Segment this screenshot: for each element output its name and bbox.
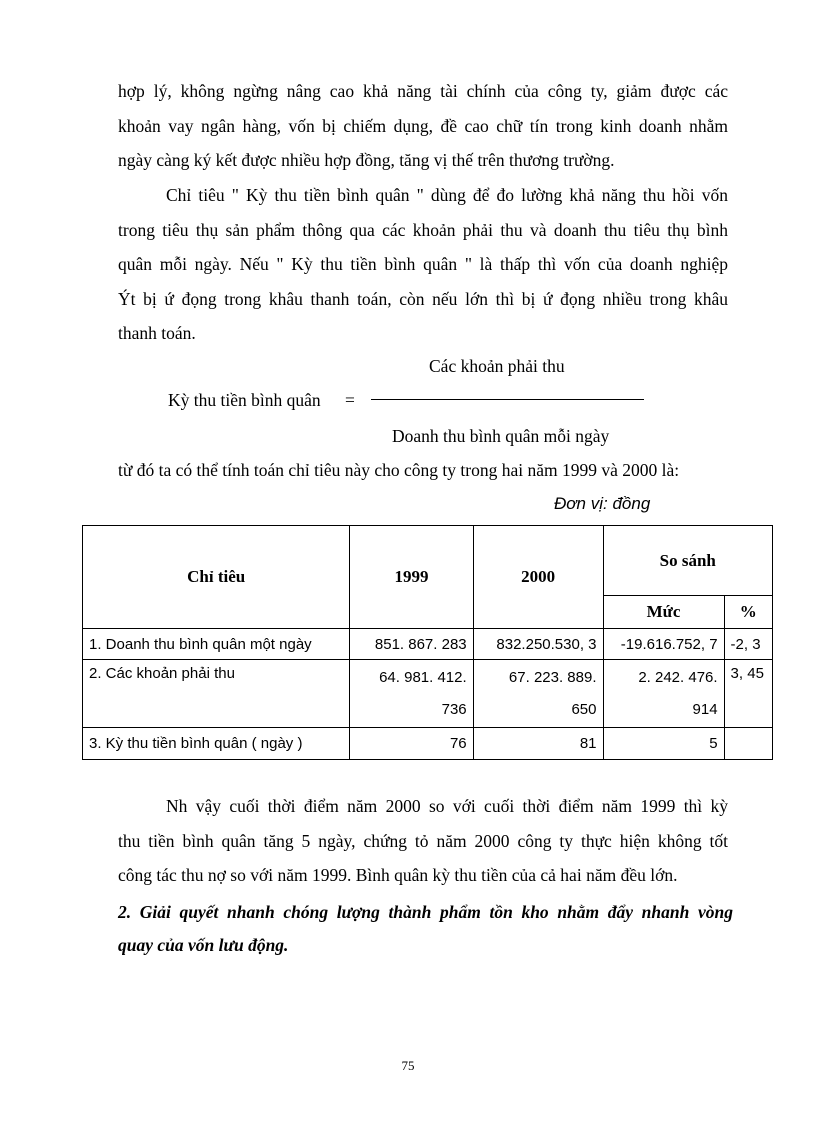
cell-level-bottom: 914 xyxy=(692,700,718,718)
cell-percent: -2, 3 xyxy=(724,629,772,660)
intro-line: khoản vay ngân hàng, vốn bị chiếm dụng, đề cao chữ tín trong kinh doanh nhằm xyxy=(118,115,728,136)
cell-percent xyxy=(724,728,772,760)
section-heading xyxy=(118,896,733,962)
definition-line: Chỉ tiêu " Kỳ thu tiền bình quân " dùng để đo lường khả năng thu hồi vốn xyxy=(166,185,728,205)
intro-line: ngày càng ký kết được nhiều hợp đồng, tăng vị thế trên thương trường. xyxy=(118,150,615,170)
header-indicator: Chỉ tiêu xyxy=(83,526,350,629)
unit-label: Đơn vị: đồng xyxy=(554,494,651,513)
definition-paragraph xyxy=(118,178,728,351)
header-2000: 2000 xyxy=(473,526,603,629)
formula-denominator: Doanh thu bình quân mỗi ngày xyxy=(392,426,610,446)
row-label: 1. Doanh thu bình quân một ngày xyxy=(83,629,350,660)
cell-level: 5 xyxy=(603,728,724,760)
intro-paragraph xyxy=(118,74,728,178)
table-row xyxy=(83,629,773,660)
formula-lhs: Kỳ thu tiền bình quân xyxy=(168,390,321,410)
cell-1999-top: 64. 981. 412. xyxy=(379,668,467,686)
cell-level-top: 2. 242. 476. xyxy=(638,668,718,686)
cell-1999-bottom: 736 xyxy=(441,700,467,718)
cell-1999 xyxy=(350,660,473,728)
row-label: 3. Kỳ thu tiền bình quân ( ngày ) xyxy=(83,728,350,760)
conclusion-line: thu tiền bình quân tăng 5 ngày, chứng tỏ năm 2000 công ty thực hiện không tốt xyxy=(118,830,728,851)
definition-line: Ýt bị ứ đọng trong khâu thanh toán, còn nếu lớn thì bị ứ đọng nhiều trong khâu xyxy=(118,288,728,309)
cell-1999: 851. 867. 283 xyxy=(350,629,473,660)
table-row xyxy=(83,660,773,728)
cell-level xyxy=(603,660,724,728)
intro-line: hợp lý, không ngừng nâng cao khả năng tài chính của công ty, giảm được các xyxy=(118,81,728,101)
formula-equals: = xyxy=(345,390,355,410)
row-label: 2. Các khoản phải thu xyxy=(83,660,350,728)
cell-level: -19.616.752, 7 xyxy=(603,629,724,660)
cell-percent: 3, 45 xyxy=(724,660,772,728)
heading-line: 2. Giải quyết nhanh chóng lượng thành phẩm tồn kho nhằm đẩy nhanh vòng xyxy=(118,902,733,922)
conclusion-line: công tác thu nợ so với năm 1999. Bình quân kỳ thu tiền của cả hai năm đều lớn. xyxy=(118,865,678,885)
definition-line: trong tiêu thụ sản phẩm thông qua các khoản phải thu và doanh thu tiêu thụ bình xyxy=(118,219,728,240)
definition-line: thanh toán. xyxy=(118,323,196,343)
table-row xyxy=(83,728,773,760)
formula-numerator: Các khoản phải thu xyxy=(429,356,565,376)
header-1999: 1999 xyxy=(350,526,473,629)
conclusion-line: Nh vậy cuối thời điểm năm 2000 so với cuối thời điểm năm 1999 thì kỳ xyxy=(166,796,728,816)
cell-2000-bottom: 650 xyxy=(571,700,597,718)
cell-2000-top: 67. 223. 889. xyxy=(508,668,597,686)
cell-2000 xyxy=(473,660,603,728)
cell-1999: 76 xyxy=(350,728,473,760)
receivables-table xyxy=(82,525,773,760)
header-percent: % xyxy=(724,596,772,629)
definition-line: quân mỗi ngày. Nếu " Kỳ thu tiền bình quân " là thấp thì vốn của doanh nghiệp xyxy=(118,254,728,274)
cell-2000: 832.250.530, 3 xyxy=(473,629,603,660)
header-level: Mức xyxy=(603,596,724,629)
page-number: 75 xyxy=(401,1058,415,1073)
cell-2000: 81 xyxy=(473,728,603,760)
conclusion-paragraph xyxy=(118,789,728,893)
table-intro: từ đó ta có thể tính toán chỉ tiêu này cho công ty trong hai năm 1999 và 2000 là: xyxy=(118,460,680,480)
header-compare: So sánh xyxy=(603,526,773,596)
fraction-bar xyxy=(371,399,644,400)
heading-line: quay của vốn lưu động. xyxy=(118,935,289,955)
